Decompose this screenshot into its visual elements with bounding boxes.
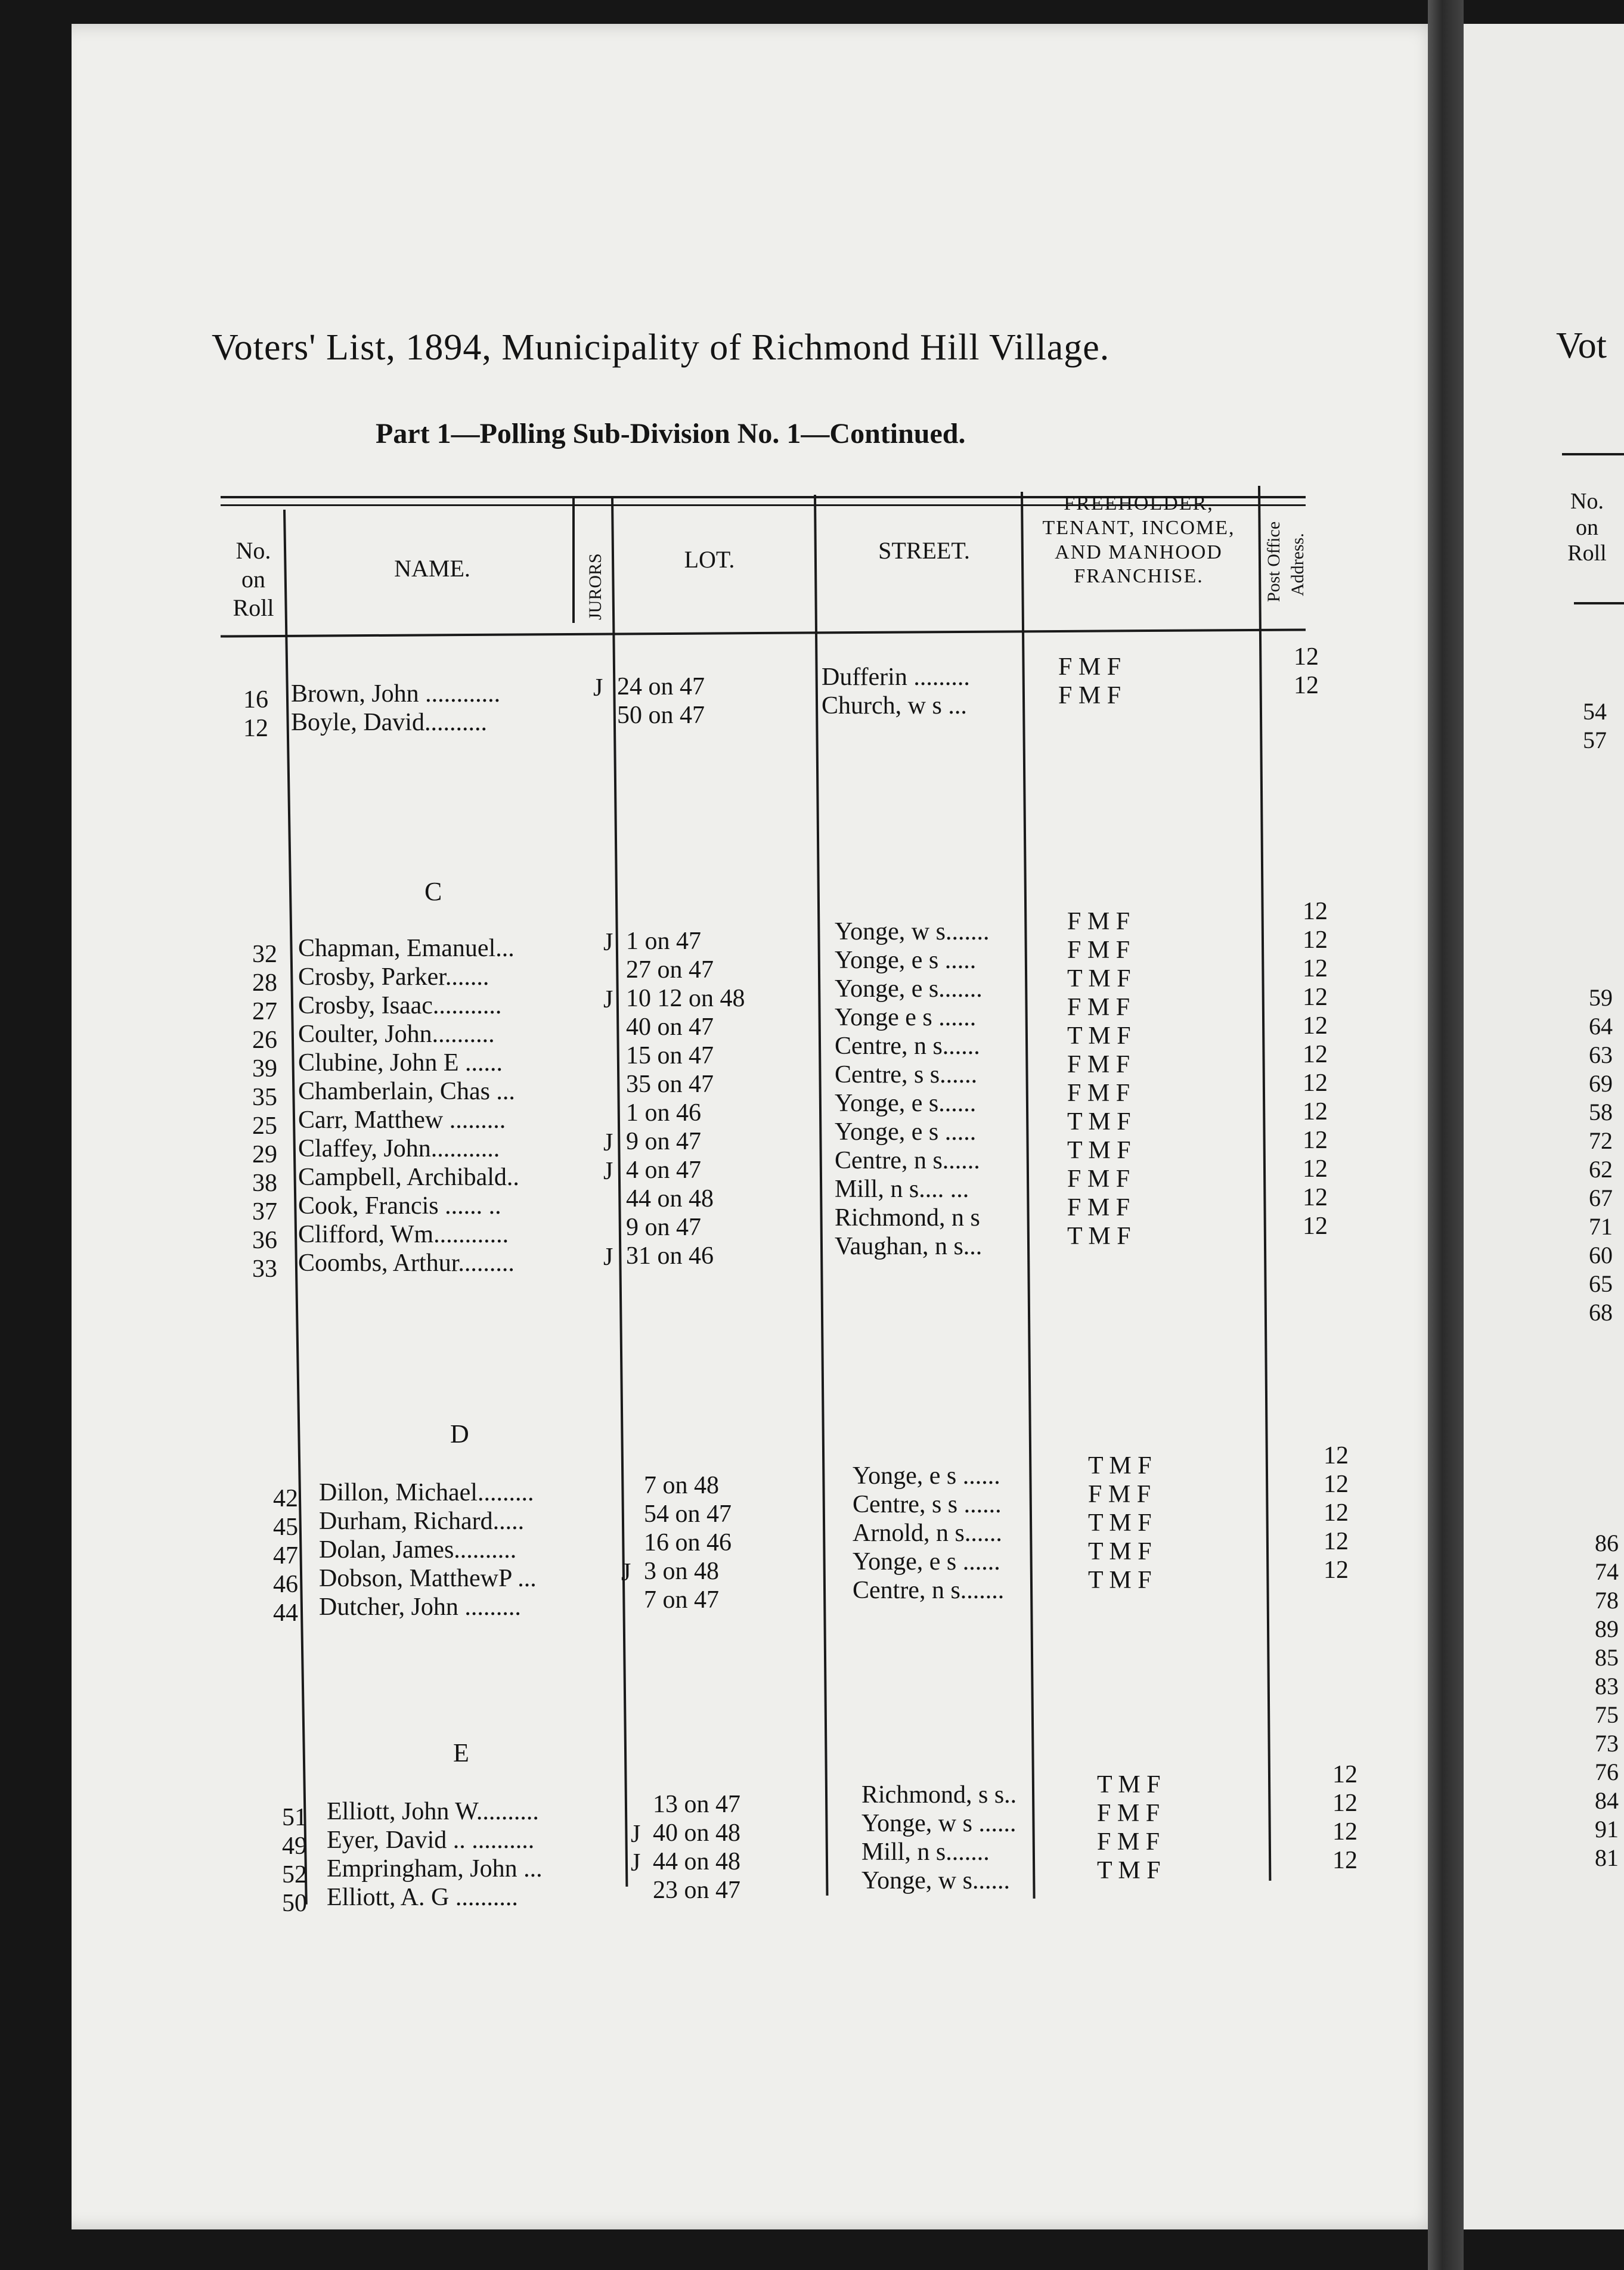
right-roll-number: 86 [1595, 1530, 1619, 1556]
franchise: F M F [1097, 1828, 1160, 1856]
voter-name: Carr, Matthew ......... [298, 1106, 506, 1134]
street: Mill, n s....... [861, 1838, 990, 1866]
right-roll-number: 85 [1595, 1644, 1619, 1671]
voter-name: Coombs, Arthur......... [298, 1249, 515, 1277]
franchise: T M F [1067, 1137, 1131, 1164]
franchise: T M F [1088, 1509, 1152, 1537]
post-office: 12 [1294, 643, 1319, 671]
voter-name: Cook, Francis ...... .. [298, 1192, 501, 1220]
street: Centre, n s....... [853, 1577, 1005, 1604]
street: Arnold, n s...... [853, 1519, 1002, 1547]
franchise: F M F [1088, 1481, 1151, 1508]
page-title: Voters' List, 1894, Municipality of Richmond Hill Village. [212, 327, 1110, 368]
voter-name: Elliott, John W.......... [327, 1798, 539, 1825]
voter-name: Claffey, John........... [298, 1135, 500, 1162]
post-office: 12 [1303, 1155, 1328, 1183]
post-office: 12 [1324, 1528, 1349, 1555]
roll-number: 27 [252, 998, 277, 1025]
right-roll-number: 67 [1589, 1184, 1613, 1211]
post-office: 12 [1332, 1761, 1358, 1788]
voter-name: Durham, Richard..... [319, 1508, 525, 1535]
franchise: F M F [1058, 682, 1121, 709]
header-post-office-2: Address. [1288, 533, 1307, 596]
lot: 54 on 47 [644, 1500, 732, 1528]
post-office: 12 [1303, 1212, 1328, 1240]
street: Yonge, e s...... [835, 1090, 977, 1117]
header-post-office-1: Post Office [1264, 521, 1284, 602]
roll-number: 29 [252, 1141, 277, 1168]
roll-number: 12 [243, 715, 268, 742]
lot: 50 on 47 [617, 702, 705, 729]
franchise: F M F [1067, 994, 1130, 1021]
right-roll-number: 62 [1589, 1156, 1613, 1183]
post-office: 12 [1303, 926, 1328, 954]
juror-mark: J [593, 674, 603, 702]
street: Centre, n s...... [835, 1032, 980, 1060]
roll-number: 50 [282, 1890, 307, 1917]
post-office: 12 [1324, 1499, 1349, 1527]
lot: 44 on 48 [653, 1848, 740, 1875]
street: Yonge, e s ...... [853, 1462, 1000, 1490]
street: Church, w s ... [822, 692, 967, 720]
page-subtitle: Part 1—Polling Sub-Division No. 1—Continued. [376, 418, 966, 449]
street: Yonge, e s....... [835, 975, 983, 1003]
post-office: 12 [1303, 1184, 1328, 1211]
street: Yonge e s ...... [835, 1004, 977, 1031]
voter-name: Eyer, David .. .......... [327, 1826, 535, 1854]
right-roll-number: 74 [1595, 1558, 1619, 1585]
street: Richmond, n s [835, 1204, 980, 1232]
right-header-line-1: No. [1570, 489, 1604, 514]
roll-number: 38 [252, 1170, 277, 1197]
franchise: T M F [1067, 1022, 1131, 1050]
lot: 44 on 48 [626, 1185, 714, 1212]
street: Dufferin ......... [822, 663, 970, 691]
right-roll-number: 91 [1595, 1816, 1619, 1843]
roll-number: 36 [252, 1227, 277, 1254]
header-franchise-line-1: FREEHOLDER, [1064, 492, 1214, 514]
franchise: F M F [1067, 1080, 1130, 1107]
right-roll-number: 72 [1589, 1127, 1613, 1154]
voter-name: Empringham, John ... [327, 1855, 543, 1883]
franchise: T M F [1067, 965, 1131, 993]
right-roll-number: 76 [1595, 1759, 1619, 1785]
juror-mark: J [603, 1129, 613, 1156]
right-roll-number: 64 [1589, 1013, 1613, 1040]
lot: 40 on 48 [653, 1819, 740, 1847]
voter-name: Crosby, Parker....... [298, 963, 489, 991]
right-roll-number: 81 [1595, 1844, 1619, 1871]
lot: 1 on 46 [626, 1099, 701, 1127]
voter-name: Dutcher, John ......... [319, 1593, 521, 1621]
voter-name: Chapman, Emanuel... [298, 935, 515, 962]
header-lot: LOT. [684, 546, 735, 573]
street: Mill, n s.... ... [835, 1176, 969, 1203]
franchise: T M F [1088, 1538, 1152, 1565]
lot: 40 on 47 [626, 1013, 714, 1041]
franchise: T M F [1088, 1452, 1152, 1480]
right-page-title-fragment: Vot [1556, 325, 1607, 366]
post-office: 12 [1303, 898, 1328, 925]
header-no-line-2: on [241, 566, 265, 593]
street: Yonge, w s...... [861, 1867, 1010, 1894]
header-street: STREET. [878, 537, 970, 564]
lot: 4 on 47 [626, 1156, 701, 1184]
lot: 1 on 47 [626, 928, 701, 955]
street: Yonge, w s ...... [861, 1810, 1016, 1837]
voter-name: Crosby, Isaac........... [298, 992, 502, 1019]
street: Yonge, e s ...... [853, 1548, 1000, 1576]
right-roll-number: 65 [1589, 1270, 1613, 1297]
voter-name: Clubine, John E ...... [298, 1049, 503, 1077]
franchise: F M F [1067, 908, 1130, 935]
right-roll-number: 84 [1595, 1787, 1619, 1814]
right-roll-number: 89 [1595, 1615, 1619, 1642]
post-office: 12 [1303, 1127, 1328, 1154]
juror-mark: J [631, 1849, 641, 1877]
voter-name: Coulter, John.......... [298, 1021, 495, 1048]
roll-number: 42 [273, 1485, 298, 1512]
franchise: F M F [1067, 1165, 1130, 1193]
section-letter: D [450, 1419, 469, 1449]
roll-number: 49 [282, 1832, 307, 1860]
right-roll-number: 71 [1589, 1213, 1613, 1240]
lot: 31 on 46 [626, 1242, 714, 1270]
roll-number: 32 [252, 941, 277, 968]
section-letter: E [453, 1738, 469, 1767]
post-office: 12 [1303, 1098, 1328, 1125]
roll-number: 44 [273, 1599, 298, 1627]
juror-mark: J [603, 1243, 613, 1271]
right-roll-number: 68 [1589, 1299, 1613, 1326]
street: Vaughan, n s... [835, 1233, 983, 1260]
section-letter: C [424, 877, 442, 906]
voter-name: Campbell, Archibald.. [298, 1164, 519, 1191]
post-office: 12 [1303, 1041, 1328, 1068]
roll-number: 45 [273, 1514, 298, 1541]
post-office: 12 [1303, 1012, 1328, 1040]
franchise: F M F [1067, 936, 1130, 964]
juror-mark: J [603, 1158, 613, 1185]
voter-name: Brown, John ............ [291, 680, 501, 708]
post-office: 12 [1332, 1818, 1358, 1846]
roll-number: 39 [252, 1055, 277, 1083]
header-franchise-line-3: AND MANHOOD [1055, 541, 1223, 563]
right-page-rule [1562, 453, 1624, 455]
post-office: 12 [1294, 672, 1319, 699]
lot: 15 on 47 [626, 1042, 714, 1069]
street: Yonge, w s....... [835, 918, 990, 945]
street: Centre, s s ...... [853, 1491, 1002, 1518]
header-jurors: JURORS [585, 553, 605, 620]
right-header-line-2: on [1576, 514, 1598, 540]
right-page-rule-2 [1574, 602, 1624, 604]
post-office: 12 [1324, 1556, 1349, 1584]
voter-name: Boyle, David.......... [291, 709, 487, 736]
post-office: 12 [1303, 984, 1328, 1011]
juror-mark: J [621, 1559, 631, 1586]
roll-number: 16 [243, 686, 268, 714]
voter-name: Elliott, A. G .......... [327, 1884, 518, 1911]
franchise: F M F [1067, 1194, 1130, 1221]
roll-number: 35 [252, 1084, 277, 1111]
header-no-line-1: No. [235, 537, 271, 564]
voter-name: Clifford, Wm............ [298, 1221, 509, 1248]
right-roll-number: 83 [1595, 1673, 1619, 1700]
lot: 13 on 47 [653, 1791, 740, 1818]
post-office: 12 [1324, 1471, 1349, 1498]
street: Centre, n s...... [835, 1147, 980, 1174]
header-franchise [1019, 492, 1258, 589]
post-office: 12 [1332, 1790, 1358, 1817]
voter-name: Chamberlain, Chas ... [298, 1078, 515, 1105]
voter-name: Dobson, MatthewP ... [319, 1565, 537, 1592]
street: Yonge, e s ..... [835, 1118, 977, 1146]
juror-mark: J [631, 1821, 641, 1848]
right-roll-number: 54 [1583, 698, 1607, 725]
book-gutter [1428, 0, 1464, 2270]
post-office: 12 [1324, 1442, 1349, 1469]
header-no-line-3: Roll [233, 594, 274, 621]
header-franchise-line-2: TENANT, INCOME, [1042, 516, 1235, 539]
roll-number: 28 [252, 969, 277, 997]
franchise: T M F [1067, 1223, 1131, 1250]
post-office: 12 [1303, 955, 1328, 982]
voter-name: Dillon, Michael......... [319, 1479, 534, 1506]
header-name: NAME. [394, 555, 470, 582]
right-header-line-3: Roll [1567, 541, 1607, 566]
right-roll-number: 63 [1589, 1041, 1613, 1068]
right-roll-number: 59 [1589, 984, 1613, 1011]
roll-number: 52 [282, 1861, 307, 1888]
street: Richmond, s s.. [861, 1781, 1017, 1809]
right-roll-number: 73 [1595, 1730, 1619, 1757]
right-roll-number: 78 [1595, 1587, 1619, 1614]
roll-number: 33 [252, 1255, 277, 1283]
lot: 9 on 47 [626, 1128, 701, 1155]
franchise: T M F [1067, 1108, 1131, 1136]
right-roll-number: 58 [1589, 1099, 1613, 1125]
juror-mark: J [603, 929, 613, 956]
voter-name: Dolan, James.......... [319, 1536, 517, 1564]
roll-number: 47 [273, 1542, 298, 1570]
lot: 9 on 47 [626, 1214, 701, 1241]
roll-number: 37 [252, 1198, 277, 1226]
post-office: 12 [1303, 1069, 1328, 1097]
lot: 23 on 47 [653, 1877, 740, 1904]
franchise: F M F [1067, 1051, 1130, 1078]
franchise: T M F [1088, 1567, 1152, 1594]
franchise: T M F [1097, 1771, 1161, 1798]
lot: 27 on 47 [626, 956, 714, 984]
right-roll-number: 57 [1583, 727, 1607, 753]
lot: 24 on 47 [617, 673, 705, 700]
lot: 3 on 48 [644, 1558, 719, 1585]
post-office: 12 [1332, 1847, 1358, 1874]
right-roll-number: 60 [1589, 1242, 1613, 1269]
lot: 35 on 47 [626, 1071, 714, 1098]
roll-number: 46 [273, 1571, 298, 1598]
rule-jurors-left [572, 498, 575, 623]
lot: 7 on 48 [644, 1472, 719, 1499]
franchise: F M F [1097, 1800, 1160, 1827]
street: Centre, s s...... [835, 1061, 978, 1089]
right-page-header [1557, 489, 1617, 567]
right-roll-number: 75 [1595, 1701, 1619, 1728]
franchise: T M F [1097, 1857, 1161, 1884]
roll-number: 26 [252, 1027, 277, 1054]
roll-number: 51 [282, 1804, 307, 1831]
lot: 16 on 46 [644, 1529, 732, 1556]
street: Yonge, e s ..... [835, 947, 977, 974]
header-franchise-line-4: FRANCHISE. [1074, 565, 1204, 588]
roll-number: 25 [252, 1112, 277, 1140]
juror-mark: J [603, 986, 613, 1013]
lot: 10 12 on 48 [626, 985, 745, 1012]
right-roll-number: 69 [1589, 1070, 1613, 1097]
lot: 7 on 47 [644, 1586, 719, 1614]
franchise: F M F [1058, 653, 1121, 681]
